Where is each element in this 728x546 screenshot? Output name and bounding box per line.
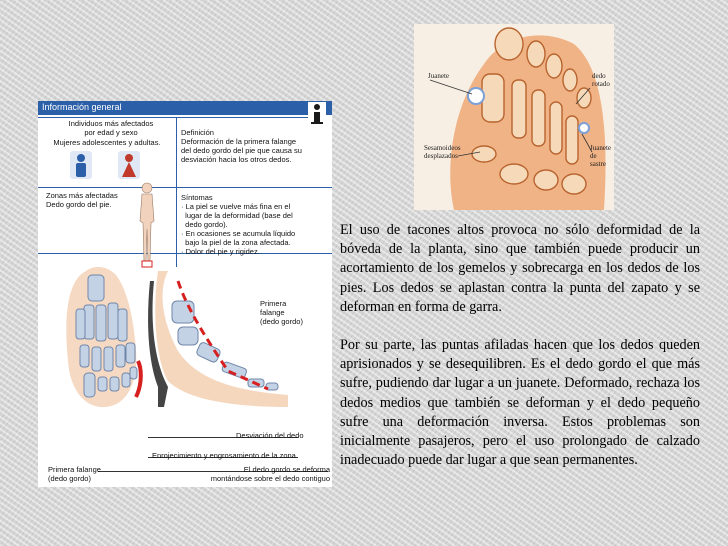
- affected-title: Individuos más afectados por edad y sexo: [68, 119, 154, 137]
- label-sesamoideos: Sesamoideos desplazados: [424, 144, 461, 160]
- zones-title: Zonas más afectadas: [46, 191, 118, 200]
- label-juanete: Juanete: [428, 72, 449, 80]
- label-first-phalanx-left: Primera falange (dedo gordo): [48, 465, 101, 483]
- label-deviation: Desviación del dedo: [236, 431, 304, 440]
- affected-value: Mujeres adolescentes y adultas.: [53, 138, 161, 147]
- foot-high-heel-side-view: [148, 261, 298, 411]
- label-redness: Enrojecimiento y engrosamiento de la zona: [152, 451, 296, 460]
- infographic-panel: [38, 101, 332, 487]
- label-dedo-rotado: dedo rotado: [592, 72, 610, 88]
- body-silhouette: [136, 181, 158, 271]
- label-big-toe-deforms: El dedo gordo se deforma montándose sobre el dedo contiguo: [210, 465, 330, 483]
- symptoms-text: · La piel se vuelve más fina en el lugar de la deformidad (base del dedo gordo). · En ocasiones se acumula líquido bajo la piel de la zona afectada. · Dolor del pie y rigidez.: [181, 202, 296, 256]
- article-text: [340, 221, 700, 489]
- info-icon: [308, 102, 326, 126]
- male-icon: [70, 151, 92, 179]
- foot-anatomy-illustration: [414, 24, 614, 210]
- divider: [176, 117, 177, 267]
- zones-text: Dedo gordo del pie.: [46, 200, 112, 209]
- female-icon: [118, 151, 140, 179]
- label-juanete-sastre: Juanete de sastre: [590, 144, 611, 168]
- definition-title: Definición: [181, 128, 214, 137]
- symptoms-title: Síntomas: [181, 193, 213, 202]
- foot-skeleton-top-view: [56, 261, 146, 411]
- infographic-header: [38, 101, 332, 115]
- definition-text: Deformación de la primera falange del dedo gordo del pie que causa su desviación hacia los otros dedos.: [181, 137, 302, 164]
- article-paragraph-2: Por su parte, las puntas afiladas hacen que los dedos queden aprisionados y se desequilibren. Es el dedo gordo el que más sufre, pudiendo dar lugar a un juanete. Deformado, rechaza los dedos medios que también se deforman y el dedo pequeño sufre una deformación inversa. Estos problemas son inicialmente pasajeros, pero el uso prolongado de calzado inadecuado puede dar lugar a que sean permanentes.: [340, 337, 700, 469]
- foot-bones-illustration: [414, 24, 614, 210]
- divider: [38, 187, 332, 188]
- divider: [38, 117, 308, 118]
- infographic-title: Información general: [42, 102, 122, 112]
- label-first-phalanx-right: Primera falange (dedo gordo): [260, 299, 303, 326]
- article-paragraph-1: El uso de tacones altos provoca no sólo deformidad de la bóveda de la planta, sino que también puede producir un acortamiento de los gemelos y sobrecarga en los dedos de los pies. Los dedos se aplastan contra la punta del zapato y se deforman en forma de garra.: [340, 222, 700, 315]
